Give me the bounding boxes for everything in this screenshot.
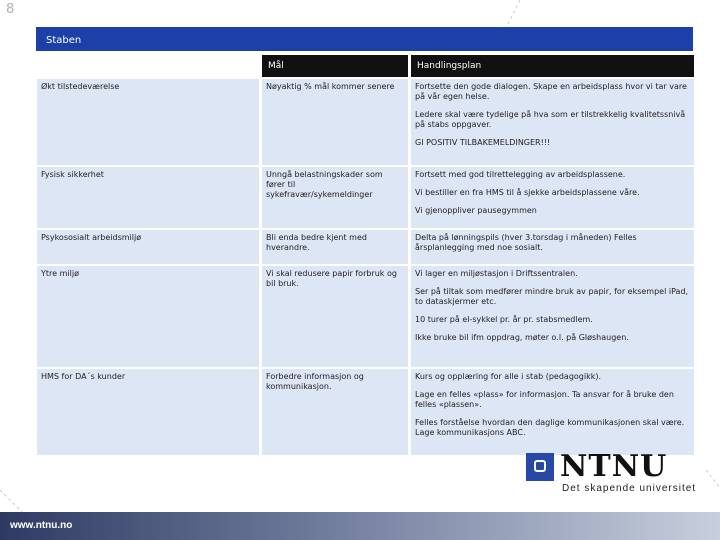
- area-cell: Ytre miljø: [37, 266, 259, 367]
- logo-word: NTNU: [560, 449, 668, 484]
- table-row: [37, 79, 694, 165]
- goal-cell: Unngå belastningskader som fører til sykefravær/sykemeldinger: [262, 167, 408, 228]
- plan-item: 10 turer på el-sykkel pr. år pr. stabsmedlem.: [415, 315, 593, 324]
- footer-url: www.ntnu.no: [10, 520, 73, 531]
- area-cell: HMS for DA´s kunder: [37, 369, 259, 455]
- goal-cell: Bli enda bedre kjent med hverandre.: [262, 230, 408, 264]
- area-cell: Fysisk sikkerhet: [37, 167, 259, 228]
- plan-item: Felles forståelse hvordan den daglige kommunikasjonen skal være. Lage kommunikasjons ABC.: [415, 418, 685, 437]
- plan-cell: [411, 167, 694, 228]
- logo-tagline: Det skapende universitet: [562, 483, 697, 494]
- plan-item: Vi bestiller en fra HMS til å sjekke arbeidsplassene våre.: [415, 188, 640, 197]
- footer-bar: [0, 512, 720, 540]
- plan-item: Delta på lønningspils (hver 3.torsdag i måneden) Felles årsplanlegging med noe sosialt.: [415, 233, 637, 252]
- area-cell: Psykososialt arbeidsmiljø: [37, 230, 259, 264]
- ntnu-logo: [526, 449, 706, 503]
- goal-cell: Forbedre informasjon og kommunikasjon.: [262, 369, 408, 455]
- section-header: [36, 27, 693, 51]
- column-header-goal: Mål: [262, 55, 408, 77]
- plan-cell: [411, 266, 694, 367]
- table-row: [37, 167, 694, 228]
- table-row: [37, 230, 694, 264]
- plan-item: Ikke bruke bil ifm oppdrag, møter o.l. på Gløshaugen.: [415, 333, 629, 342]
- table-row: [37, 369, 694, 455]
- plan-item: Kurs og opplæring for alle i stab (pedagogikk).: [415, 372, 602, 381]
- plan-item: Fortsett med god tilrettelegging av arbeidsplassene.: [415, 170, 626, 179]
- ntnu-logo-mark-icon: [526, 453, 554, 481]
- area-cell: Økt tilstedeværelse: [37, 79, 259, 165]
- slide-number: 8: [6, 2, 15, 17]
- plan-item: Fortsette den gode dialogen. Skape en arbeidsplass hvor vi tar vare på vår egen helse.: [415, 82, 687, 101]
- table-row: [37, 266, 694, 367]
- section-title: Staben: [46, 35, 82, 46]
- plan-item: Ledere skal være tydelige på hva som er tilstrekkelig kvalitetssnivå på stabs oppgaver.: [415, 110, 686, 129]
- plan-item: Vi gjenoppliver pausegymmen: [415, 206, 537, 215]
- goal-cell: Vi skal redusere papir forbruk og bil bruk.: [262, 266, 408, 367]
- plan-item: Vi lager en miljøstasjon i Driftssentralen.: [415, 269, 578, 278]
- table-header-row: [37, 55, 694, 77]
- plan-cell: [411, 79, 694, 165]
- goal-cell: Nøyaktig % mål kommer senere: [262, 79, 408, 165]
- column-header-area: [37, 55, 259, 77]
- plan-cell: [411, 369, 694, 455]
- plan-item: GI POSITIV TILBAKEMELDINGER!!!: [415, 138, 551, 147]
- plan-cell: [411, 230, 694, 264]
- plan-item: Ser på tiltak som medfører mindre bruk av papir, for eksempel iPad, to dataskjermer etc.: [415, 287, 689, 306]
- action-plan-table: [34, 53, 697, 457]
- plan-item: Lage en felles «plass» for informasjon. Ta ansvar for å bruke den felles «plassen».: [415, 390, 674, 409]
- column-header-plan: Handlingsplan: [411, 55, 694, 77]
